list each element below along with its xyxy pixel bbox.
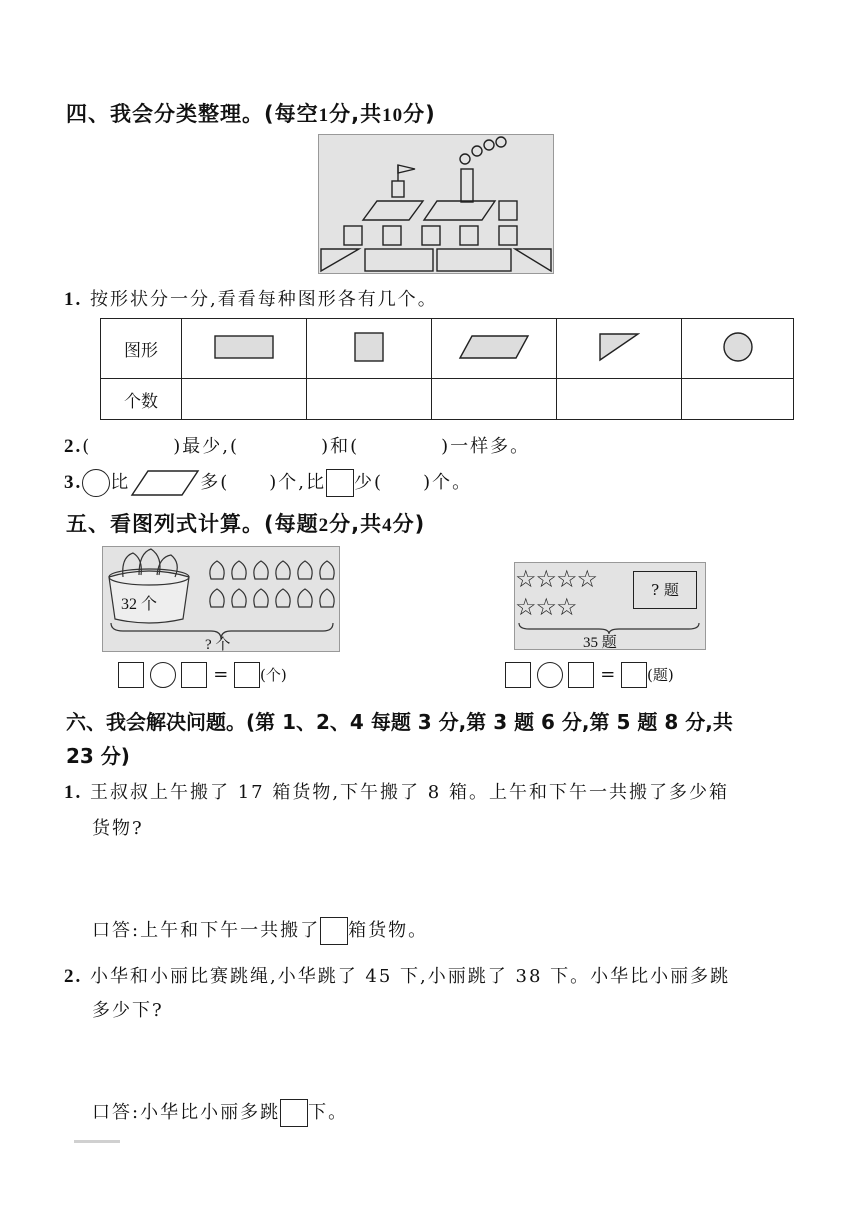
eq-right-unit: (题) [647,666,674,684]
cell-square [307,319,432,379]
section-4-points-total: 10 [382,105,404,126]
equation-left [118,662,287,688]
stars-picture [514,562,706,650]
cell-parallelogram [432,319,557,379]
eq-left-operator[interactable] [150,662,176,688]
equation-right [505,662,674,688]
eq-left-box-1[interactable] [118,662,144,688]
problem-2-answer [92,1098,348,1127]
problem-1-line-1 [64,778,729,804]
star-row-2: ☆☆☆ [515,593,577,621]
section-4-title: 四、我会分类整理。(每空 [66,102,319,126]
section-4-mid: 分,共 [329,102,383,126]
shape-count-table [100,318,794,420]
section-5-mid: 分,共 [329,512,383,536]
eq-right-operator[interactable] [537,662,563,688]
section-5-title: 五、看图列式计算。(每题 [66,512,319,536]
cell-circle [682,319,794,379]
eq-right-box-2[interactable] [568,662,594,688]
count-circle[interactable] [682,379,794,420]
problem-2-answer-post: 下。 [308,1102,349,1123]
eq-left-result[interactable] [234,662,260,688]
section-4-points-each: 1 [318,105,330,126]
section-5-points-total: 4 [382,515,393,536]
count-triangle[interactable] [557,379,682,420]
problem-1-answer-pre: 口答:上午和下午一共搬了 [92,920,321,941]
problem-1-answer-post: 箱货物。 [348,920,429,941]
basket-label: 32 个 [121,596,158,613]
question-1-text: 按形状分一分,看看每种图形各有几个。 [89,289,438,310]
row-label-count: 个数 [101,379,182,420]
question-1 [64,285,438,311]
scan-mark [74,1140,120,1143]
section-5-heading [66,508,425,538]
problem-1-text: 王叔叔上午搬了 17 箱货物,下午搬了 8 箱。上午和下午一共搬了多少箱 [89,782,729,803]
section-6-heading-line-2: 23 分) [66,744,130,768]
parallelogram-icon [130,469,200,497]
eq-left-unit: (个) [260,666,287,684]
shape-row [101,319,794,379]
problem-1-answer [92,916,428,945]
cell-rectangle [182,319,307,379]
problem-2-number: 2. [64,966,83,987]
section-4-end: 分) [403,102,436,126]
question-3-part-c: )个,比 [269,472,327,493]
section-5-end: 分) [392,512,426,536]
square-icon [353,331,385,363]
question-3-part-a: 比 [110,472,131,493]
eq-right-result[interactable] [621,662,647,688]
eq-left-box-2[interactable] [181,662,207,688]
question-2 [64,432,530,458]
problem-2-answer-box[interactable] [280,1099,308,1127]
circle-icon [722,331,754,363]
problem-1-answer-box[interactable] [320,917,348,945]
count-row [101,379,794,420]
star-row-1: ☆☆☆☆ [515,565,598,593]
problem-1-number: 1. [64,782,83,803]
section-4-heading [66,98,436,128]
count-square[interactable] [307,379,432,420]
question-3-number: 3. [64,472,83,493]
triangle-icon [598,332,640,362]
problem-2-text: 小华和小丽比赛跳绳,小华跳了 45 下,小丽跳了 38 下。小华比小丽多跳 [89,966,731,987]
row-label-shapes: 图形 [101,319,182,379]
question-3-part-d: 少( [354,472,384,493]
parallelogram-icon [458,334,530,360]
rectangle-icon [214,334,274,360]
count-parallelogram[interactable] [432,379,557,420]
section-5-points-each: 2 [318,515,330,536]
circle-icon [82,469,110,497]
eq-right-equals: = [600,664,616,685]
section-6-heading-line-1: 六、我会解决问题。(第 1、2、4 每题 3 分,第 3 题 6 分,第 5 题 8 分,共 [66,710,733,734]
eq-left-equals: = [213,664,229,685]
peach-picture [102,546,340,652]
ship-drawing [319,135,553,273]
question-3-part-b: 多( [200,472,230,493]
question-3-part-e: )个。 [423,472,473,493]
question-2-part3: )和( [321,436,360,457]
cell-triangle [557,319,682,379]
problem-2-answer-pre: 口答:小华比小丽多跳 [92,1102,281,1123]
total-label-left: ? 个 [205,637,231,653]
total-label-right: 35 题 [583,635,617,651]
unknown-box: ? 题 [633,571,697,609]
count-rectangle[interactable] [182,379,307,420]
ship-figure [318,134,554,274]
problem-2-line-2: 多少下? [92,1000,164,1021]
eq-right-box-1[interactable] [505,662,531,688]
question-2-part1: ( [82,436,92,457]
question-2-number: 2. [64,436,83,457]
question-2-part4: )一样多。 [441,436,531,457]
square-icon [326,469,354,497]
problem-1-line-2: 货物? [92,818,144,839]
question-3 [64,468,472,497]
question-2-part2: )最少,( [173,436,240,457]
question-1-number: 1. [64,289,83,310]
problem-2-line-1 [64,962,730,988]
